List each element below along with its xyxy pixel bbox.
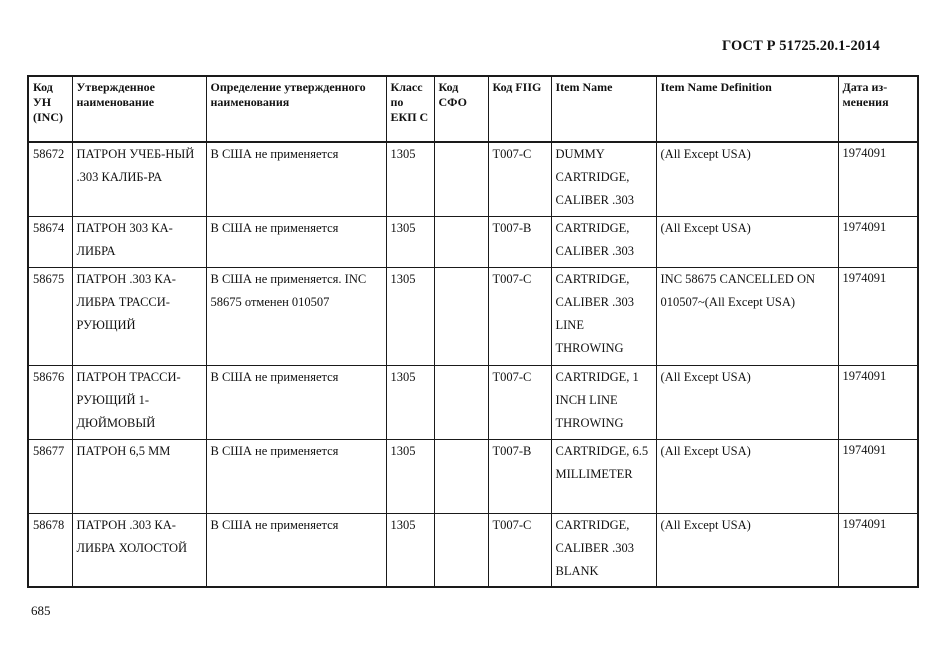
cell-item-name: CARTRIDGE, CALIBER .303 BLANK <box>551 513 656 587</box>
cell-item-name: CARTRIDGE, 6.5 MILLIMETER <box>551 439 656 513</box>
cell-name: ПАТРОН .303 КА-ЛИБРА ТРАССИ-РУЮЩИЙ <box>72 267 206 365</box>
cell-fiig: T007-C <box>488 365 551 439</box>
table-row <box>28 365 918 439</box>
cell-date: 1974091 <box>838 216 918 267</box>
cell-sfo <box>434 142 488 216</box>
table-row <box>28 267 918 365</box>
cell-date: 1974091 <box>838 513 918 587</box>
cell-item-name: DUMMY CARTRIDGE, CALIBER .303 <box>551 142 656 216</box>
cell-definition: В США не применяется <box>206 513 386 587</box>
cell-sfo <box>434 216 488 267</box>
cell-class: 1305 <box>386 216 434 267</box>
col-header-code: Код УН (INC) <box>28 76 72 142</box>
col-header-class: Класс по ЕКП С <box>386 76 434 142</box>
cell-fiig: T007-B <box>488 439 551 513</box>
cell-code: 58676 <box>28 365 72 439</box>
cell-code: 58674 <box>28 216 72 267</box>
col-header-sfo: Код СФО <box>434 76 488 142</box>
page-number: 685 <box>31 603 51 618</box>
cell-definition: В США не применяется <box>206 216 386 267</box>
cell-item-name: CARTRIDGE, 1 INCH LINE THROWING <box>551 365 656 439</box>
cell-item-definition: (All Except USA) <box>656 142 838 216</box>
cell-date: 1974091 <box>838 439 918 513</box>
cell-definition: В США не применяется <box>206 365 386 439</box>
col-header-date: Дата из-менения <box>838 76 918 142</box>
document-code: ГОСТ Р 51725.20.1-2014 <box>722 38 880 54</box>
cell-class: 1305 <box>386 267 434 365</box>
cell-code: 58675 <box>28 267 72 365</box>
cell-item-name: CARTRIDGE, CALIBER .303 LINE THROWING <box>551 267 656 365</box>
header-row <box>28 76 918 142</box>
cell-item-definition: (All Except USA) <box>656 365 838 439</box>
cell-sfo <box>434 267 488 365</box>
cell-code: 58672 <box>28 142 72 216</box>
cell-definition: В США не применяется <box>206 142 386 216</box>
cell-item-definition: (All Except USA) <box>656 216 838 267</box>
cell-definition: В США не применяется <box>206 439 386 513</box>
table-header <box>28 76 918 142</box>
cell-fiig: T007-C <box>488 267 551 365</box>
cell-name: ПАТРОН УЧЕБ-НЫЙ .303 КАЛИБ-РА <box>72 142 206 216</box>
cell-fiig: T007-C <box>488 513 551 587</box>
cell-name: ПАТРОН 303 КА-ЛИБРА <box>72 216 206 267</box>
cell-name: ПАТРОН 6,5 ММ <box>72 439 206 513</box>
table-body <box>28 142 918 587</box>
cell-class: 1305 <box>386 439 434 513</box>
cell-code: 58677 <box>28 439 72 513</box>
cell-class: 1305 <box>386 142 434 216</box>
cell-definition: В США не применяется. INC 58675 отменен 010507 <box>206 267 386 365</box>
table-row <box>28 513 918 587</box>
cell-sfo <box>434 513 488 587</box>
col-header-item-definition: Item Name Definition <box>656 76 838 142</box>
cell-date: 1974091 <box>838 365 918 439</box>
col-header-fiig: Код FIIG <box>488 76 551 142</box>
cell-item-definition: (All Except USA) <box>656 513 838 587</box>
col-header-definition: Определение утвержденного наименования <box>206 76 386 142</box>
cell-class: 1305 <box>386 513 434 587</box>
col-header-item-name: Item Name <box>551 76 656 142</box>
cell-fiig: T007-C <box>488 142 551 216</box>
cell-item-name: CARTRIDGE, CALIBER .303 <box>551 216 656 267</box>
cell-sfo <box>434 439 488 513</box>
cell-date: 1974091 <box>838 142 918 216</box>
cell-fiig: T007-B <box>488 216 551 267</box>
table-row <box>28 142 918 216</box>
col-header-name: Утвержденное наименование <box>72 76 206 142</box>
cell-name: ПАТРОН .303 КА-ЛИБРА ХОЛОСТОЙ <box>72 513 206 587</box>
cell-sfo <box>434 365 488 439</box>
cell-date: 1974091 <box>838 267 918 365</box>
item-name-table <box>27 75 919 588</box>
cell-item-definition: (All Except USA) <box>656 439 838 513</box>
cell-item-definition: INC 58675 CANCELLED ON 010507~(All Except USA) <box>656 267 838 365</box>
cell-code: 58678 <box>28 513 72 587</box>
cell-class: 1305 <box>386 365 434 439</box>
cell-name: ПАТРОН ТРАССИ-РУЮЩИЙ 1-ДЮЙМОВЫЙ <box>72 365 206 439</box>
table-row <box>28 439 918 513</box>
table-row <box>28 216 918 267</box>
